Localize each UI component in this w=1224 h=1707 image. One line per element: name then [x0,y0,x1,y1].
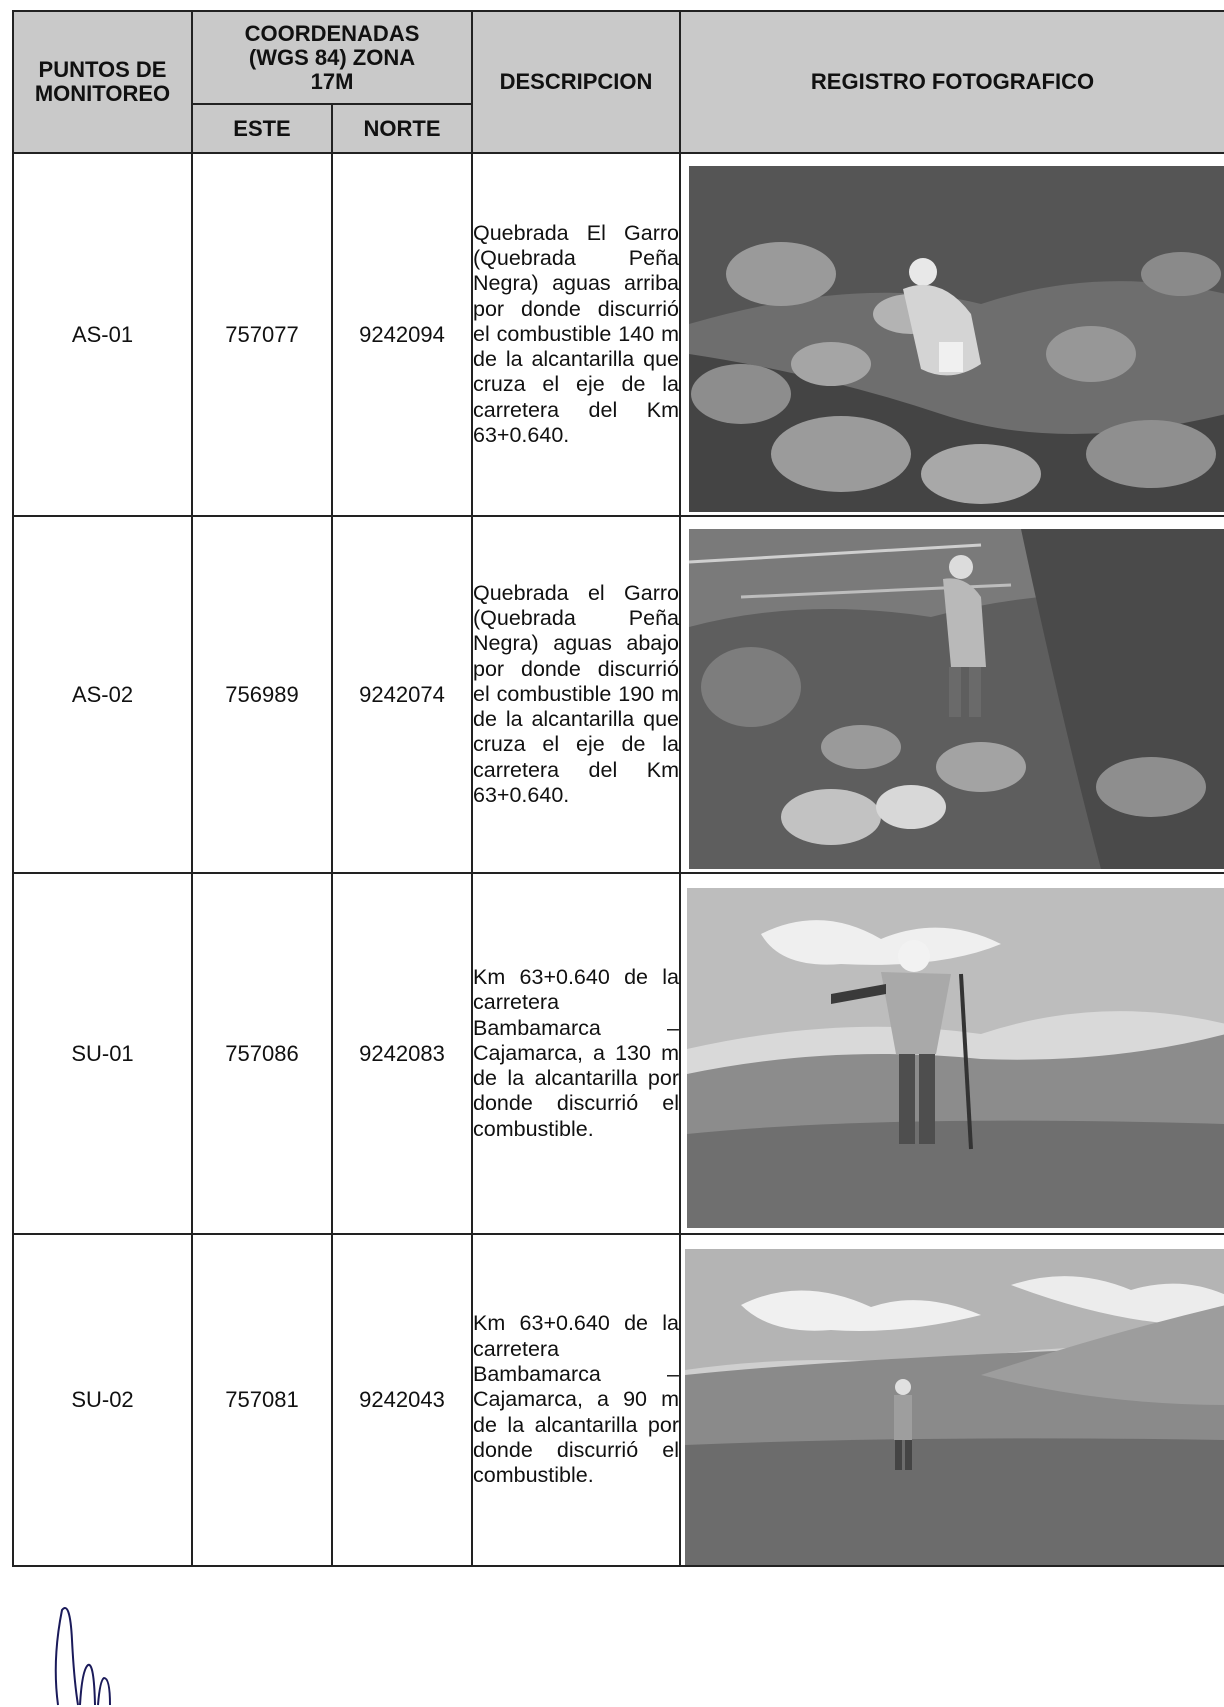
table-row [13,153,1224,516]
cell-este: 757077 [192,153,332,516]
photo-worker-in-grassland-landscape [681,1235,1224,1565]
header-coordenadas-text: COORDENADAS (WGS 84) ZONA 17M [244,20,420,94]
cell-norte: 9242083 [332,873,472,1234]
photo-worker-sampling-stream-rocks [681,154,1224,515]
photo-worker-with-auger-in-grassland [681,874,1224,1233]
cell-este: 757086 [192,873,332,1234]
table-row [13,1234,1224,1566]
cell-punto: AS-01 [13,153,192,516]
header-norte: NORTE [332,104,472,153]
photo-workers-in-rocky-stream [681,517,1224,872]
cell-norte: 9242074 [332,516,472,873]
table-row [13,873,1224,1234]
signature [40,1600,160,1707]
cell-este: 757081 [192,1234,332,1566]
cell-descripcion: Km 63+0.640 de la carretera Bambamarca – Cajamarca, a 130 m de la alcantarilla por donde discurrió el combustible. [472,873,680,1234]
header-descripcion: DESCRIPCION [472,11,680,153]
cell-norte: 9242043 [332,1234,472,1566]
cell-este: 756989 [192,516,332,873]
cell-photo [680,153,1224,516]
header-este: ESTE [192,104,332,153]
cell-descripcion: Quebrada el Garro (Quebrada Peña Negra) aguas abajo por donde discurrió el combustible 190 m de la alcantarilla que cruza el eje de la carretera del Km 63+0.640. [472,516,680,873]
header-registro: REGISTRO FOTOGRAFICO [680,11,1224,153]
cell-photo [680,516,1224,873]
cell-punto: SU-02 [13,1234,192,1566]
monitoring-table [12,10,1224,1567]
cell-descripcion: Km 63+0.640 de la carretera Bambamarca – Cajamarca, a 90 m de la alcantarilla por donde discurrió el combustible. [472,1234,680,1566]
cell-photo [680,873,1224,1234]
cell-photo [680,1234,1224,1566]
header-coordenadas [192,11,472,104]
cell-norte: 9242094 [332,153,472,516]
cell-descripcion: Quebrada El Garro (Quebrada Peña Negra) aguas arriba por donde discurrió el combustible 140 m de la alcantarilla que cruza el eje de la carretera del Km 63+0.640. [472,153,680,516]
cell-punto: SU-01 [13,873,192,1234]
cell-punto: AS-02 [13,516,192,873]
header-puntos: PUNTOS DE MONITOREO [13,11,192,153]
table-row [13,516,1224,873]
